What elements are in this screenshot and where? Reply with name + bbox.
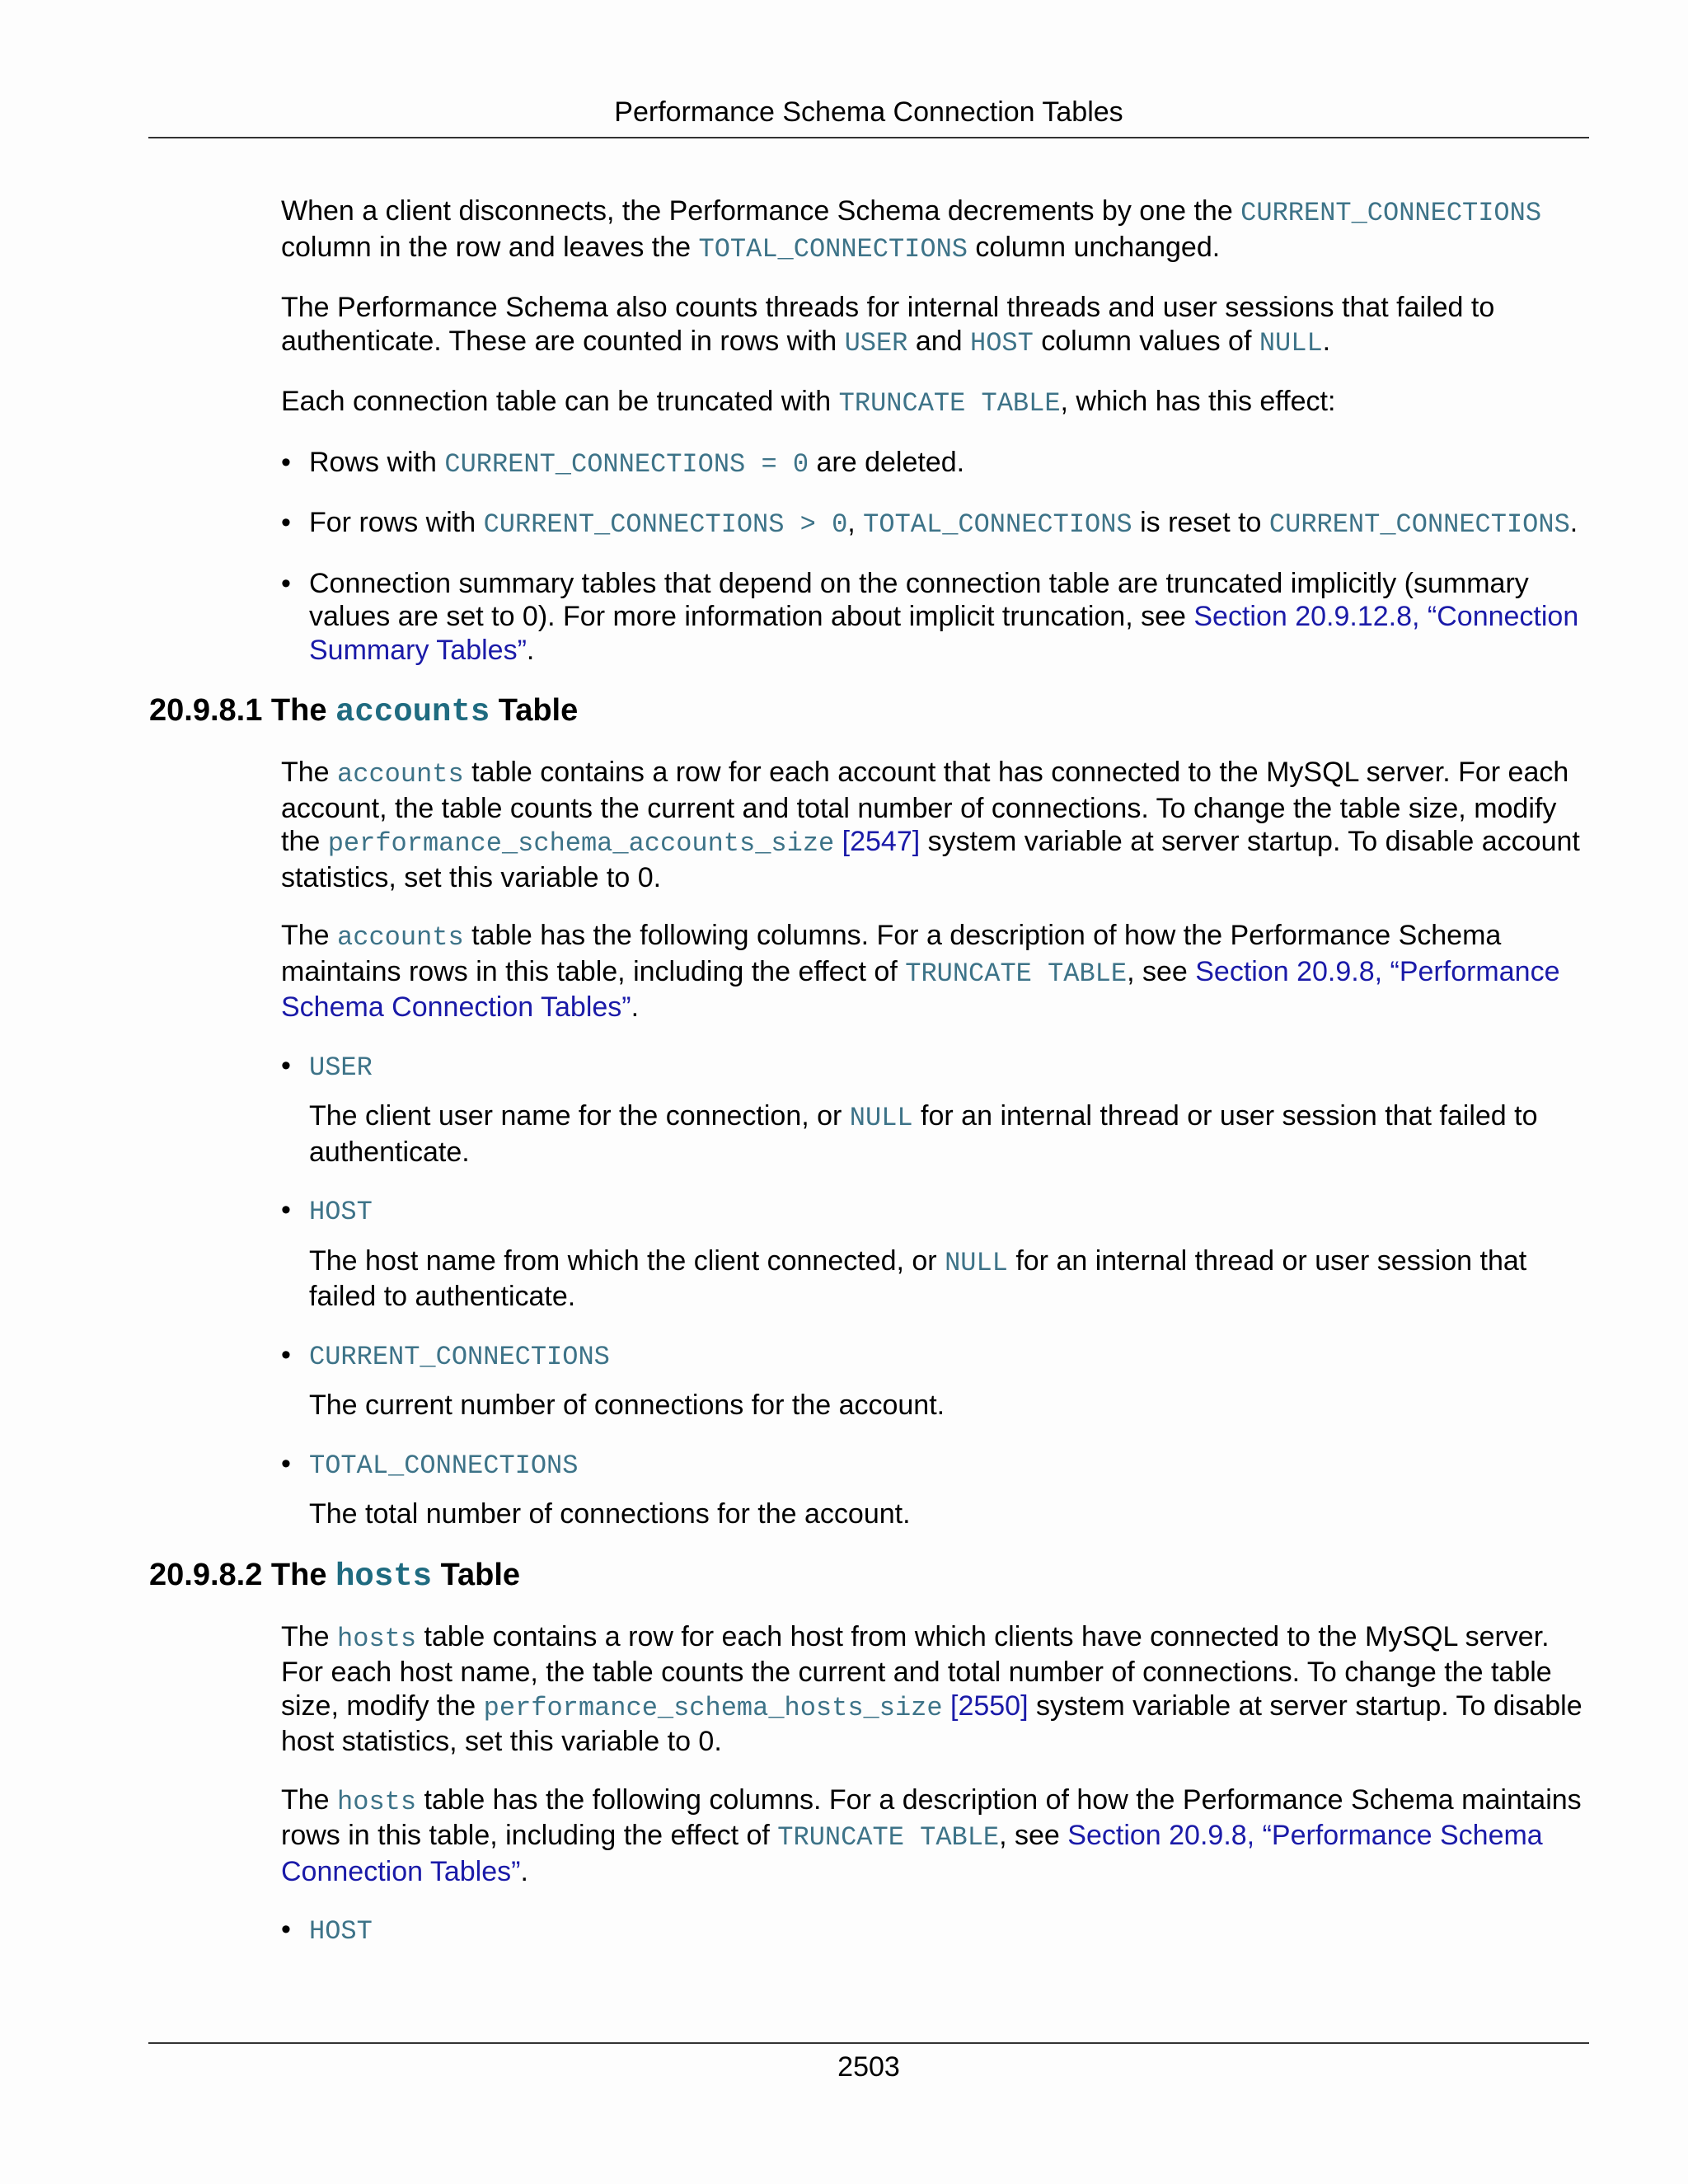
hosts-columns-list xyxy=(281,1913,1592,1949)
hosts-paragraph: The hosts table contains a row for each host from which clients have connected to the MySQL server. For each host name, the table counts the current and total number of connections. To change the table size, modify the performance_schema_hosts_size [2550] system variable at server startup. To disable host statistics, set this variable to 0. xyxy=(281,1620,1582,1757)
footer-rule xyxy=(148,2042,1589,2044)
column-description: The host name from which the client connected, or NULL for an internal thread or user session that failed to authenticate. xyxy=(309,1244,1527,1312)
header-rule xyxy=(148,137,1589,138)
list-item: • For rows with CURRENT_CONNECTIONS > 0, TOTAL_CONNECTIONS is reset to CURRENT_CONNECTIONS. xyxy=(281,506,1592,542)
column-description: The client user name for the connection, or NULL for an internal thread or user session that failed to authenticate. xyxy=(309,1100,1538,1168)
accounts-size-variable-link[interactable]: performance_schema_accounts_size xyxy=(327,828,835,859)
hosts-size-variable-link[interactable]: performance_schema_hosts_size xyxy=(483,1692,943,1723)
column-description: The total number of connections for the account. xyxy=(309,1498,911,1530)
column-item-current-connections xyxy=(281,1338,1592,1422)
column-item-total-connections xyxy=(281,1447,1592,1531)
page-number: 2503 xyxy=(837,2051,900,2083)
intro-paragraph: Each connection table can be truncated with TRUNCATE TABLE, which has this effect: xyxy=(281,386,1336,419)
intro-section xyxy=(281,194,1592,667)
accounts-paragraph: The accounts table has the following columns. For a description of how the Performance Schema maintains rows in this table, including the effect of TRUNCATE TABLE, see Section 20.9.8, “Performance Schema Connection Tables”. xyxy=(281,920,1560,1023)
intro-paragraph: When a client disconnects, the Performance Schema decrements by one the CURRENT_CONNECTIONS column in the row and leaves the TOTAL_CONNECTIONS column unchanged. xyxy=(281,195,1542,265)
column-name: HOST xyxy=(309,1197,373,1227)
hosts-section xyxy=(281,1620,1592,1949)
column-name: USER xyxy=(309,1052,373,1083)
hosts-paragraph: The hosts table has the following columns. For a description of how the Performance Schema maintains rows in this table, including the effect of TRUNCATE TABLE, see Section 20.9.8, “Performance Schema Connection Tables”. xyxy=(281,1783,1582,1887)
truncate-effects-list xyxy=(281,446,1592,668)
column-description: The current number of connections for the account. xyxy=(309,1390,945,1421)
intro-paragraph: The Performance Schema also counts threads for internal threads and user sessions that failed to authenticate. These are counted in rows with USER and HOST column values of NULL. xyxy=(281,292,1495,359)
accounts-columns-list xyxy=(281,1049,1592,1531)
accounts-size-page-link[interactable]: [2547] xyxy=(842,826,921,857)
page-header: Performance Schema Connection Tables xyxy=(614,96,1123,128)
connection-summary-tables-link[interactable]: Section 20.9.12.8, “Connection Summary Tables” xyxy=(309,601,1579,666)
column-item-host xyxy=(281,1913,1592,1949)
column-item-user xyxy=(281,1049,1592,1169)
column-name: HOST xyxy=(309,1916,373,1947)
list-item: • Rows with CURRENT_CONNECTIONS = 0 are deleted. xyxy=(281,446,1592,482)
column-item-host xyxy=(281,1193,1592,1314)
hosts-section-heading: 20.9.8.2 The hosts Table xyxy=(149,1557,521,1595)
list-item: • Connection summary tables that depend on the connection table are truncated implicitly (summary values are set to 0). For more information about implicit truncation, see Section 20.9.12.8, “Connection Summary Tables”. xyxy=(281,567,1592,668)
page-body xyxy=(0,194,1688,1974)
accounts-section xyxy=(281,756,1592,1531)
connection-tables-link[interactable]: Section 20.9.8, “Performance Schema Connection Tables” xyxy=(281,1820,1543,1887)
column-name: CURRENT_CONNECTIONS xyxy=(309,1341,610,1372)
hosts-size-page-link[interactable]: [2550] xyxy=(950,1690,1029,1722)
accounts-paragraph: The accounts table contains a row for each account that has connected to the MySQL server. For each account, the table counts the current and total number of connections. To change the table size, modify the performance_schema_accounts_size [2547] system variable at server startup. To disable account statistics, set this variable to 0. xyxy=(281,757,1580,893)
connection-tables-link[interactable]: Section 20.9.8, “Performance Schema Connection Tables” xyxy=(281,955,1560,1023)
column-name: TOTAL_CONNECTIONS xyxy=(309,1450,579,1481)
accounts-section-heading: 20.9.8.1 The accounts Table xyxy=(149,693,579,730)
